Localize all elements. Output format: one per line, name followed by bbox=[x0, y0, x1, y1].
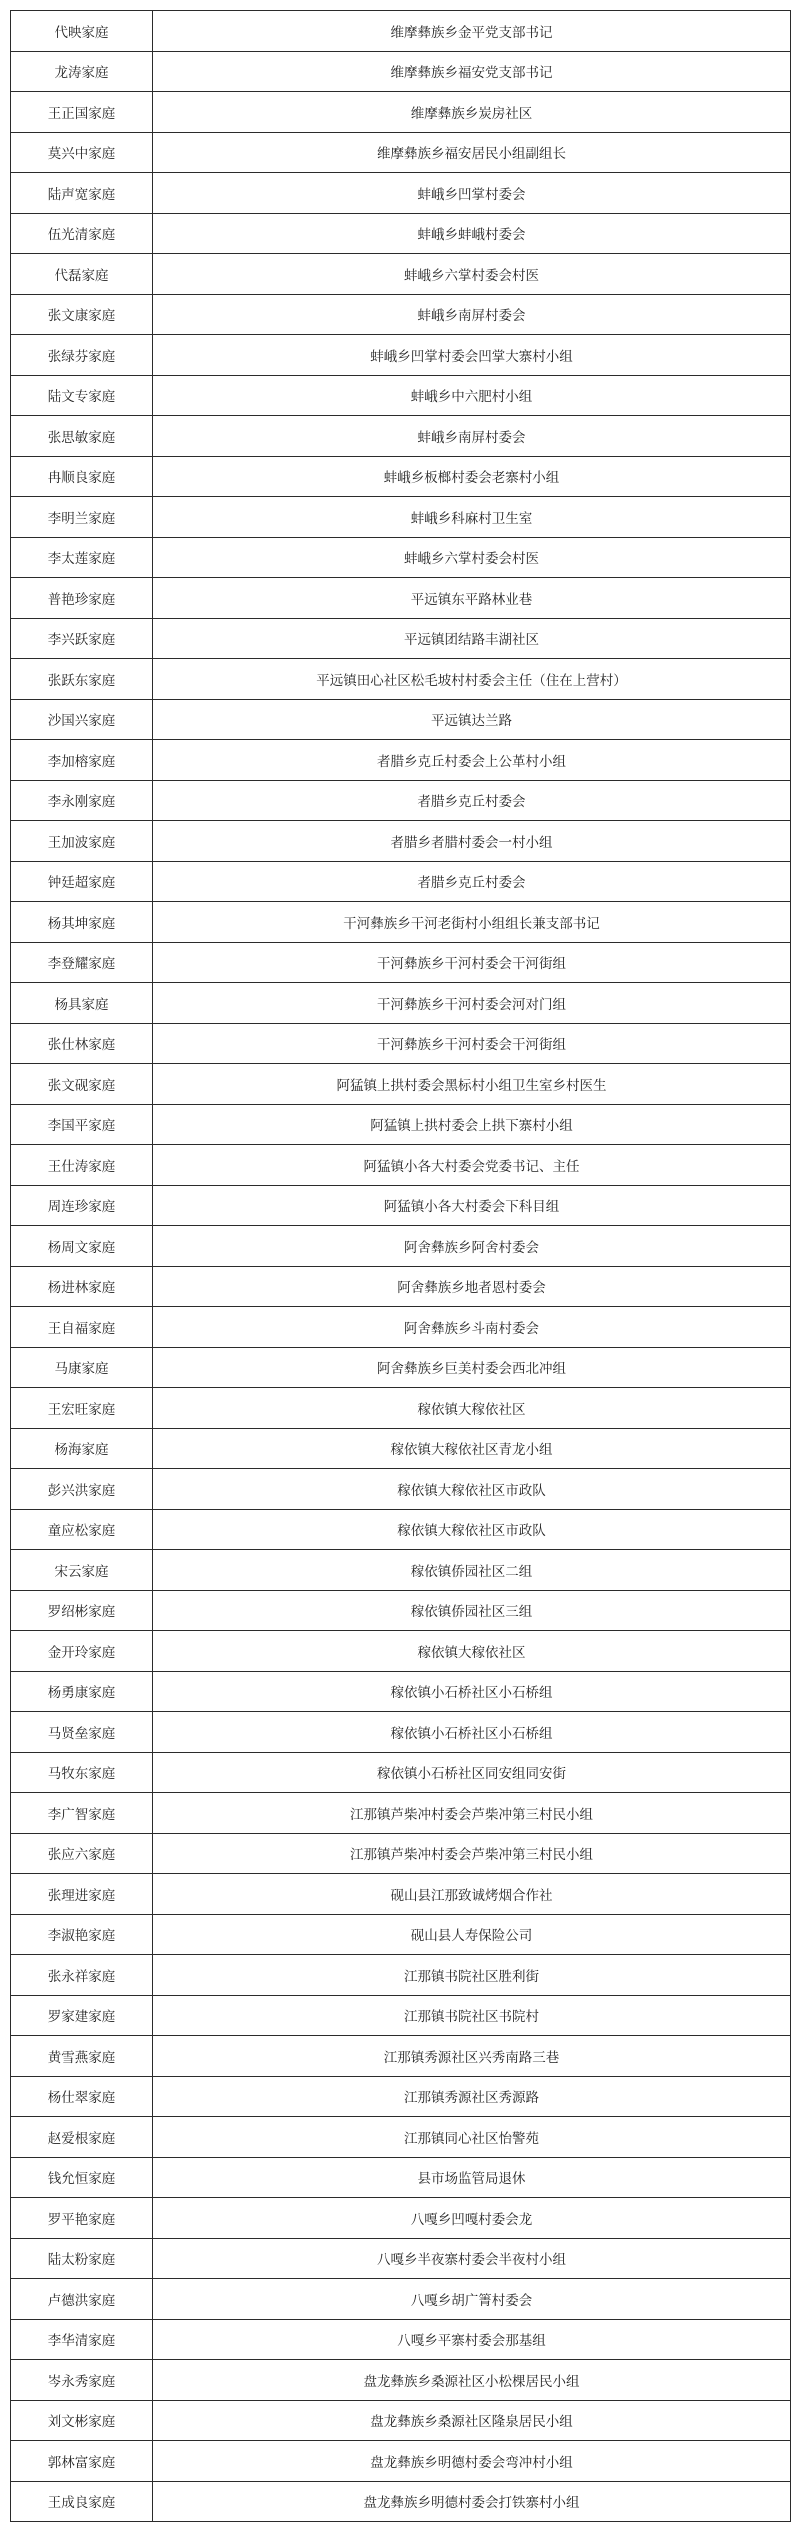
table-row bbox=[11, 2157, 791, 2198]
address-cell: 江那镇秀源社区兴秀南路三巷 bbox=[153, 2036, 791, 2077]
address-cell: 稼依镇大稼依社区市政队 bbox=[153, 1509, 791, 1550]
address-cell: 平远镇田心社区松毛坡村村委会主任（住在上营村） bbox=[153, 659, 791, 700]
address-cell: 盘龙彝族乡明德村委会打铁寨村小组 bbox=[153, 2481, 791, 2522]
address-cell: 砚山县人寿保险公司 bbox=[153, 1914, 791, 1955]
family-name-cell: 罗家建家庭 bbox=[11, 1995, 153, 2036]
family-name-cell: 罗绍彬家庭 bbox=[11, 1590, 153, 1631]
family-name-cell: 陆太粉家庭 bbox=[11, 2238, 153, 2279]
family-name-cell: 王成良家庭 bbox=[11, 2481, 153, 2522]
address-cell: 稼依镇大稼依社区市政队 bbox=[153, 1469, 791, 1510]
table-row bbox=[11, 1833, 791, 1874]
address-cell: 平远镇达兰路 bbox=[153, 699, 791, 740]
table-row bbox=[11, 335, 791, 376]
table-row bbox=[11, 659, 791, 700]
family-name-cell: 李华清家庭 bbox=[11, 2319, 153, 2360]
table-row bbox=[11, 2076, 791, 2117]
address-cell: 盘龙彝族乡桑源社区小松棵居民小组 bbox=[153, 2360, 791, 2401]
address-cell: 阿猛镇上拱村委会黑标村小组卫生室乡村医生 bbox=[153, 1064, 791, 1105]
address-cell: 江那镇秀源社区秀源路 bbox=[153, 2076, 791, 2117]
table-row bbox=[11, 1226, 791, 1267]
address-cell: 稼依镇大稼依社区 bbox=[153, 1631, 791, 1672]
family-name-cell: 李明兰家庭 bbox=[11, 497, 153, 538]
address-cell: 平远镇东平路林业巷 bbox=[153, 578, 791, 619]
table-row bbox=[11, 2036, 791, 2077]
address-cell: 蚌峨乡六掌村委会村医 bbox=[153, 254, 791, 295]
address-cell: 蚌峨乡凹掌村委会凹掌大寨村小组 bbox=[153, 335, 791, 376]
family-name-cell: 王仕涛家庭 bbox=[11, 1145, 153, 1186]
table-row bbox=[11, 1145, 791, 1186]
family-name-cell: 冉顺良家庭 bbox=[11, 456, 153, 497]
address-cell: 维摩彝族乡炭房社区 bbox=[153, 92, 791, 133]
family-name-cell: 杨仕翠家庭 bbox=[11, 2076, 153, 2117]
family-name-cell: 李永刚家庭 bbox=[11, 780, 153, 821]
table-row bbox=[11, 740, 791, 781]
family-name-cell: 郭林富家庭 bbox=[11, 2441, 153, 2482]
address-cell: 阿舍彝族乡地者恩村委会 bbox=[153, 1266, 791, 1307]
table-row bbox=[11, 1266, 791, 1307]
family-name-cell: 代映家庭 bbox=[11, 11, 153, 52]
family-name-cell: 杨具家庭 bbox=[11, 983, 153, 1024]
table-row bbox=[11, 1428, 791, 1469]
table-row bbox=[11, 2319, 791, 2360]
family-name-cell: 杨周文家庭 bbox=[11, 1226, 153, 1267]
table-row bbox=[11, 2238, 791, 2279]
address-cell: 江那镇芦柴冲村委会芦柴冲第三村民小组 bbox=[153, 1833, 791, 1874]
address-cell: 江那镇同心社区怡警苑 bbox=[153, 2117, 791, 2158]
table-row bbox=[11, 1307, 791, 1348]
family-name-cell: 王正国家庭 bbox=[11, 92, 153, 133]
table-row bbox=[11, 1995, 791, 2036]
table-row bbox=[11, 294, 791, 335]
table-row bbox=[11, 1550, 791, 1591]
table-row bbox=[11, 2279, 791, 2320]
table-row bbox=[11, 2198, 791, 2239]
family-name-cell: 李太莲家庭 bbox=[11, 537, 153, 578]
table-row bbox=[11, 173, 791, 214]
family-name-cell: 刘文彬家庭 bbox=[11, 2400, 153, 2441]
family-name-cell: 杨进林家庭 bbox=[11, 1266, 153, 1307]
address-cell: 稼依镇大稼依社区 bbox=[153, 1388, 791, 1429]
address-cell: 维摩彝族乡福安居民小组副组长 bbox=[153, 132, 791, 173]
table-row bbox=[11, 1509, 791, 1550]
family-name-cell: 李登耀家庭 bbox=[11, 942, 153, 983]
address-cell: 八嘎乡平寨村委会那基组 bbox=[153, 2319, 791, 2360]
family-name-cell: 黄雪燕家庭 bbox=[11, 2036, 153, 2077]
family-name-cell: 岑永秀家庭 bbox=[11, 2360, 153, 2401]
table-row bbox=[11, 497, 791, 538]
address-cell: 蚌峨乡凹掌村委会 bbox=[153, 173, 791, 214]
family-name-cell: 马贤垒家庭 bbox=[11, 1712, 153, 1753]
family-address-table bbox=[10, 10, 791, 2522]
family-name-cell: 张仕林家庭 bbox=[11, 1023, 153, 1064]
family-name-cell: 李兴跃家庭 bbox=[11, 618, 153, 659]
table-row bbox=[11, 11, 791, 52]
table-row bbox=[11, 1671, 791, 1712]
address-cell: 江那镇书院社区胜利街 bbox=[153, 1955, 791, 1996]
address-cell: 干河彝族乡干河村委会干河街组 bbox=[153, 1023, 791, 1064]
table-row bbox=[11, 132, 791, 173]
table-row bbox=[11, 1793, 791, 1834]
address-cell: 盘龙彝族乡桑源社区隆泉居民小组 bbox=[153, 2400, 791, 2441]
family-name-cell: 赵爱根家庭 bbox=[11, 2117, 153, 2158]
table-row bbox=[11, 983, 791, 1024]
family-name-cell: 张绿芬家庭 bbox=[11, 335, 153, 376]
family-name-cell: 钟廷超家庭 bbox=[11, 861, 153, 902]
family-name-cell: 宋云家庭 bbox=[11, 1550, 153, 1591]
address-cell: 干河彝族乡干河村委会河对门组 bbox=[153, 983, 791, 1024]
family-name-cell: 龙涛家庭 bbox=[11, 51, 153, 92]
table-row bbox=[11, 1955, 791, 1996]
address-cell: 江那镇芦柴冲村委会芦柴冲第三村民小组 bbox=[153, 1793, 791, 1834]
family-name-cell: 钱允恒家庭 bbox=[11, 2157, 153, 2198]
family-name-cell: 罗平艳家庭 bbox=[11, 2198, 153, 2239]
family-name-cell: 王自福家庭 bbox=[11, 1307, 153, 1348]
table-row bbox=[11, 1631, 791, 1672]
table-row bbox=[11, 1914, 791, 1955]
address-cell: 蚌峨乡板榔村委会老寨村小组 bbox=[153, 456, 791, 497]
table-row bbox=[11, 51, 791, 92]
table-row bbox=[11, 1752, 791, 1793]
address-cell: 阿舍彝族乡巨美村委会西北冲组 bbox=[153, 1347, 791, 1388]
family-name-cell: 杨勇康家庭 bbox=[11, 1671, 153, 1712]
family-name-cell: 李国平家庭 bbox=[11, 1104, 153, 1145]
table-row bbox=[11, 1064, 791, 1105]
table-row bbox=[11, 578, 791, 619]
address-cell: 干河彝族乡干河村委会干河街组 bbox=[153, 942, 791, 983]
family-name-cell: 杨海家庭 bbox=[11, 1428, 153, 1469]
address-cell: 阿猛镇小各大村委会下科目组 bbox=[153, 1185, 791, 1226]
address-cell: 稼依镇大稼依社区青龙小组 bbox=[153, 1428, 791, 1469]
address-cell: 蚌峨乡南屏村委会 bbox=[153, 416, 791, 457]
table-row bbox=[11, 1590, 791, 1631]
family-name-cell: 张思敏家庭 bbox=[11, 416, 153, 457]
family-name-cell: 彭兴洪家庭 bbox=[11, 1469, 153, 1510]
table-body bbox=[11, 11, 791, 2522]
family-name-cell: 莫兴中家庭 bbox=[11, 132, 153, 173]
family-name-cell: 王宏旺家庭 bbox=[11, 1388, 153, 1429]
address-cell: 阿猛镇上拱村委会上拱下寨村小组 bbox=[153, 1104, 791, 1145]
table-row bbox=[11, 537, 791, 578]
address-cell: 阿猛镇小各大村委会党委书记、主任 bbox=[153, 1145, 791, 1186]
table-row bbox=[11, 1712, 791, 1753]
table-row bbox=[11, 375, 791, 416]
table-row bbox=[11, 456, 791, 497]
table-row bbox=[11, 861, 791, 902]
table-row bbox=[11, 416, 791, 457]
address-cell: 维摩彝族乡金平党支部书记 bbox=[153, 11, 791, 52]
family-name-cell: 张理进家庭 bbox=[11, 1874, 153, 1915]
family-name-cell: 普艳珍家庭 bbox=[11, 578, 153, 619]
address-cell: 阿舍彝族乡阿舍村委会 bbox=[153, 1226, 791, 1267]
family-name-cell: 周连珍家庭 bbox=[11, 1185, 153, 1226]
address-cell: 者腊乡者腊村委会一村小组 bbox=[153, 821, 791, 862]
address-cell: 稼依镇侨园社区三组 bbox=[153, 1590, 791, 1631]
address-cell: 稼依镇小石桥社区同安组同安街 bbox=[153, 1752, 791, 1793]
family-name-cell: 杨其坤家庭 bbox=[11, 902, 153, 943]
table-row bbox=[11, 902, 791, 943]
family-name-cell: 李淑艳家庭 bbox=[11, 1914, 153, 1955]
family-name-cell: 李广智家庭 bbox=[11, 1793, 153, 1834]
address-cell: 者腊乡克丘村委会 bbox=[153, 780, 791, 821]
family-name-cell: 陆文专家庭 bbox=[11, 375, 153, 416]
table-row bbox=[11, 821, 791, 862]
family-name-cell: 金开玲家庭 bbox=[11, 1631, 153, 1672]
table-row bbox=[11, 618, 791, 659]
table-row bbox=[11, 2481, 791, 2522]
family-name-cell: 马康家庭 bbox=[11, 1347, 153, 1388]
address-cell: 平远镇团结路丰湖社区 bbox=[153, 618, 791, 659]
table-row bbox=[11, 1104, 791, 1145]
address-cell: 蚌峨乡中六肥村小组 bbox=[153, 375, 791, 416]
table-row bbox=[11, 942, 791, 983]
address-cell: 者腊乡克丘村委会上公革村小组 bbox=[153, 740, 791, 781]
address-cell: 蚌峨乡科麻村卫生室 bbox=[153, 497, 791, 538]
table-row bbox=[11, 2117, 791, 2158]
address-cell: 蚌峨乡六掌村委会村医 bbox=[153, 537, 791, 578]
address-cell: 稼依镇侨园社区二组 bbox=[153, 1550, 791, 1591]
address-cell: 蚌峨乡蚌峨村委会 bbox=[153, 213, 791, 254]
family-name-cell: 代磊家庭 bbox=[11, 254, 153, 295]
table-row bbox=[11, 213, 791, 254]
family-name-cell: 张跃东家庭 bbox=[11, 659, 153, 700]
family-name-cell: 张文康家庭 bbox=[11, 294, 153, 335]
table-row bbox=[11, 2360, 791, 2401]
table-row bbox=[11, 254, 791, 295]
address-cell: 蚌峨乡南屏村委会 bbox=[153, 294, 791, 335]
family-name-cell: 张应六家庭 bbox=[11, 1833, 153, 1874]
family-name-cell: 陆声宽家庭 bbox=[11, 173, 153, 214]
address-cell: 干河彝族乡干河老街村小组组长兼支部书记 bbox=[153, 902, 791, 943]
family-name-cell: 张永祥家庭 bbox=[11, 1955, 153, 1996]
table-row bbox=[11, 2441, 791, 2482]
family-name-cell: 伍光清家庭 bbox=[11, 213, 153, 254]
table-row bbox=[11, 1388, 791, 1429]
family-name-cell: 沙国兴家庭 bbox=[11, 699, 153, 740]
address-cell: 砚山县江那致诚烤烟合作社 bbox=[153, 1874, 791, 1915]
table-row bbox=[11, 92, 791, 133]
address-cell: 稼依镇小石桥社区小石桥组 bbox=[153, 1671, 791, 1712]
table-row bbox=[11, 1023, 791, 1064]
table-row bbox=[11, 2400, 791, 2441]
family-name-cell: 卢德洪家庭 bbox=[11, 2279, 153, 2320]
address-cell: 八嘎乡胡广箐村委会 bbox=[153, 2279, 791, 2320]
address-cell: 八嘎乡半夜寨村委会半夜村小组 bbox=[153, 2238, 791, 2279]
address-cell: 盘龙彝族乡明德村委会弯冲村小组 bbox=[153, 2441, 791, 2482]
table-row bbox=[11, 699, 791, 740]
family-table bbox=[10, 10, 790, 2522]
address-cell: 维摩彝族乡福安党支部书记 bbox=[153, 51, 791, 92]
address-cell: 阿舍彝族乡斗南村委会 bbox=[153, 1307, 791, 1348]
family-name-cell: 马牧东家庭 bbox=[11, 1752, 153, 1793]
table-row bbox=[11, 1469, 791, 1510]
table-row bbox=[11, 1185, 791, 1226]
family-name-cell: 李加榕家庭 bbox=[11, 740, 153, 781]
address-cell: 县市场监管局退休 bbox=[153, 2157, 791, 2198]
family-name-cell: 王加波家庭 bbox=[11, 821, 153, 862]
address-cell: 八嘎乡凹嘎村委会龙 bbox=[153, 2198, 791, 2239]
table-row bbox=[11, 1347, 791, 1388]
table-row bbox=[11, 1874, 791, 1915]
table-row bbox=[11, 780, 791, 821]
family-name-cell: 张文砚家庭 bbox=[11, 1064, 153, 1105]
family-name-cell: 童应松家庭 bbox=[11, 1509, 153, 1550]
address-cell: 稼依镇小石桥社区小石桥组 bbox=[153, 1712, 791, 1753]
address-cell: 江那镇书院社区书院村 bbox=[153, 1995, 791, 2036]
address-cell: 者腊乡克丘村委会 bbox=[153, 861, 791, 902]
